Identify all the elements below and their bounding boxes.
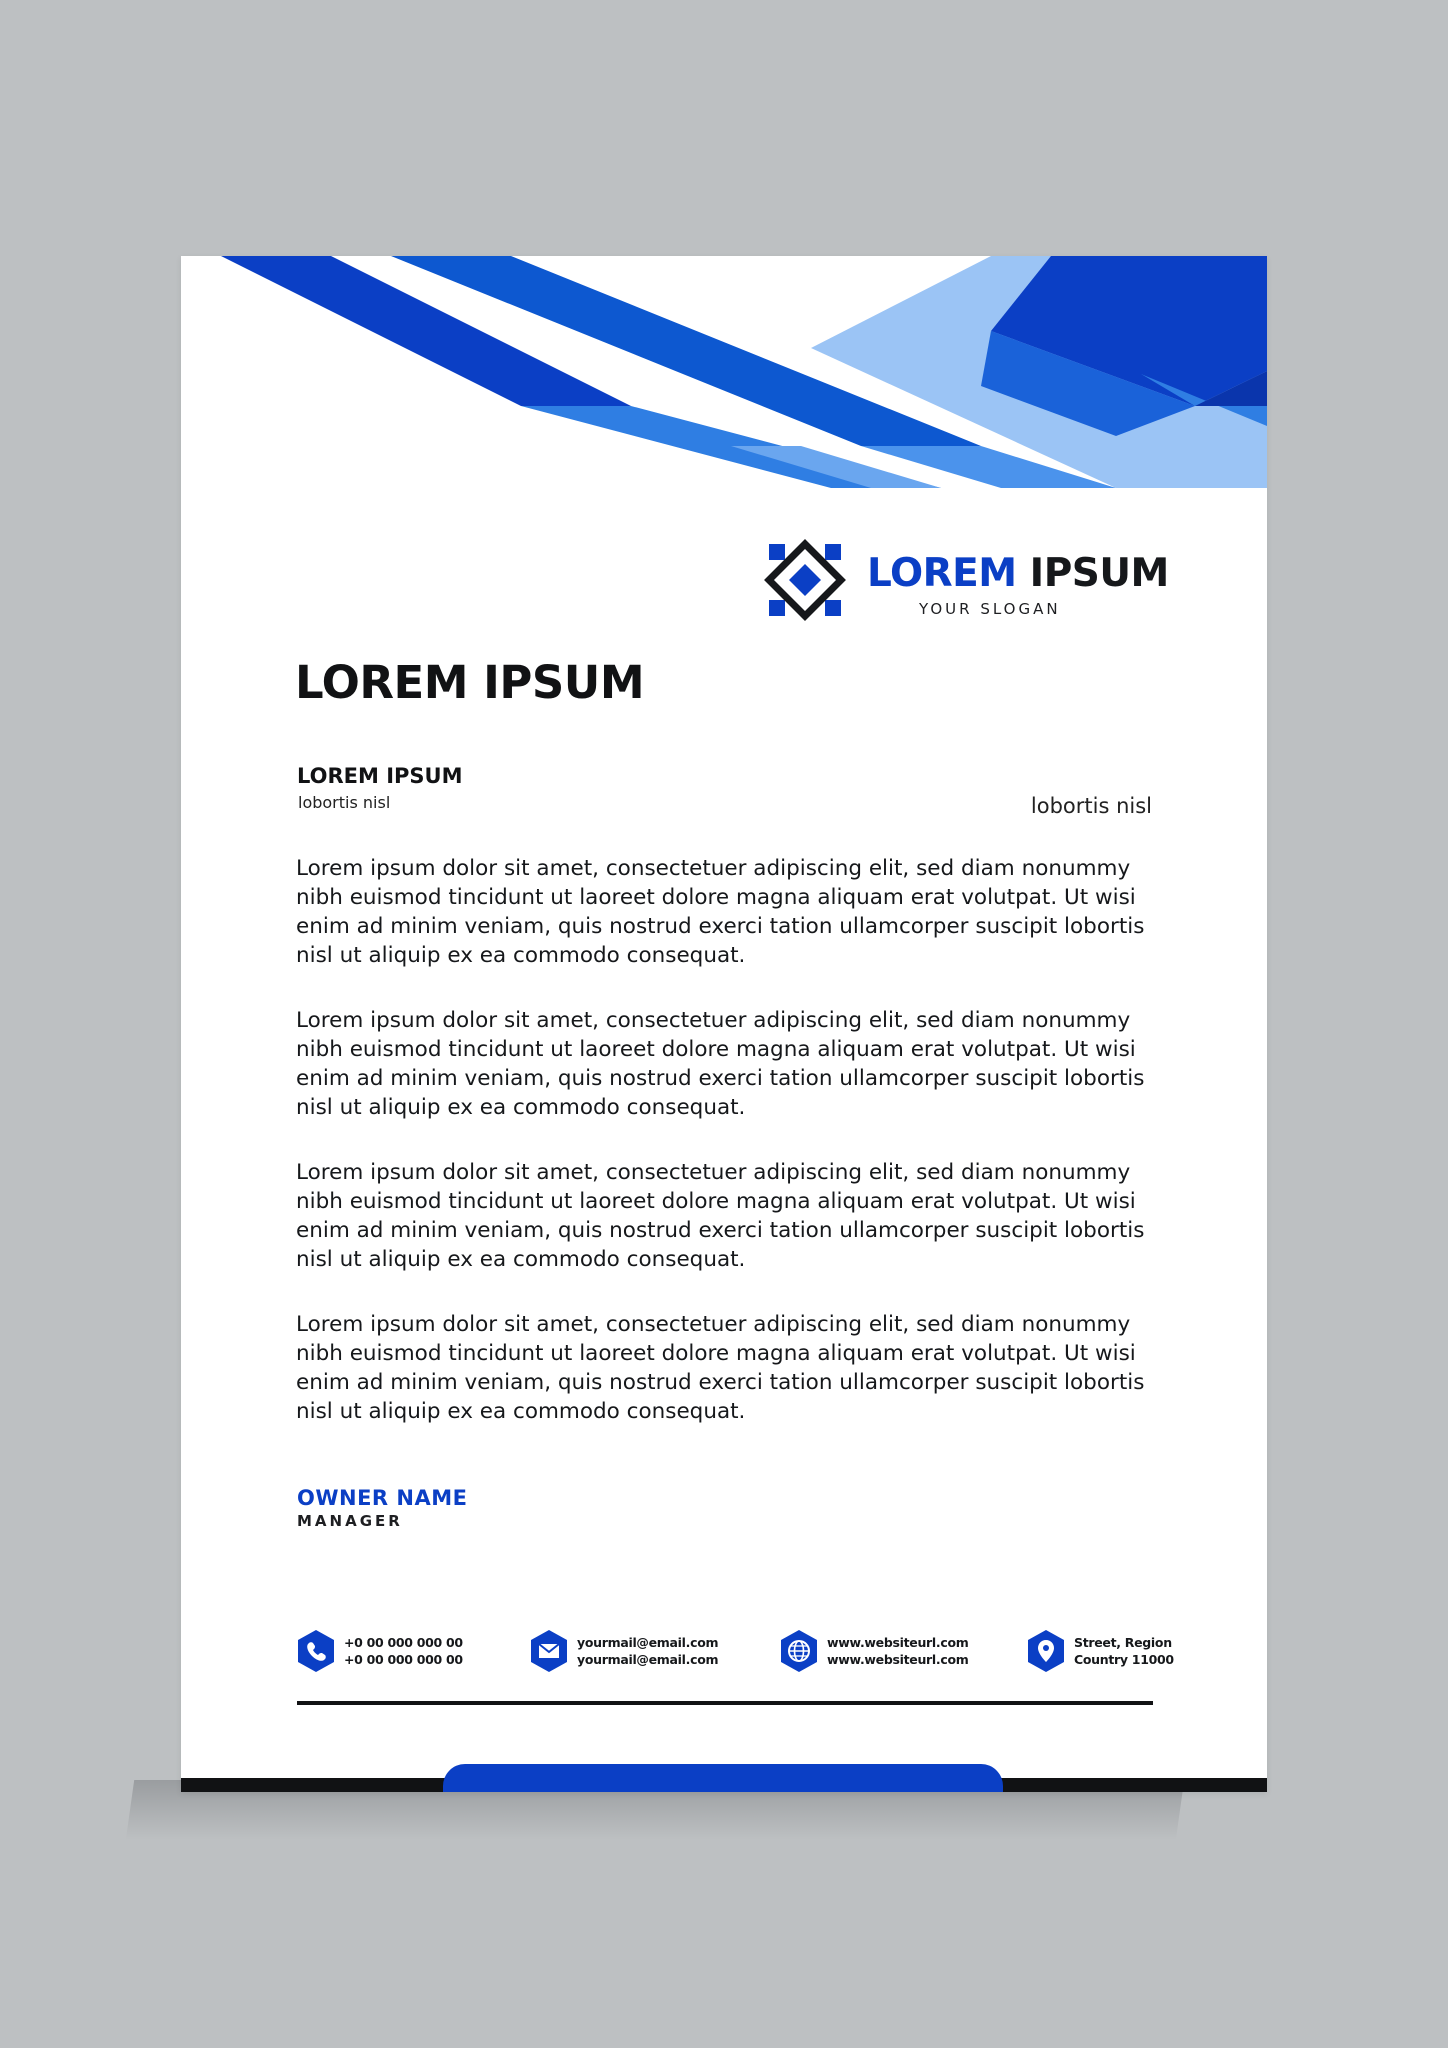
envelope-icon [529, 1629, 569, 1673]
body-paragraph: Lorem ipsum dolor sit amet, consectetuer adipiscing elit, sed diam nonummy nibh euismod tincidunt ut laoreet dolore magna aliquam erat volutpat. Ut wisi enim ad minim veniam, quis nostrud exerci tation ullamcorper suscipit lobortis nisl ut aliquip ex ea commodo consequat. [296, 1312, 1145, 1424]
logo-name-part2: IPSUM [1016, 551, 1169, 596]
phone-line-2: +0 00 000 000 00 [344, 1652, 463, 1667]
phone-icon [296, 1629, 336, 1673]
header-decoration [181, 256, 1267, 496]
address-line-2: Country 11000 [1074, 1652, 1174, 1667]
logo-slogan: YOUR SLOGAN [919, 600, 1061, 618]
body-paragraph: Lorem ipsum dolor sit amet, consectetuer adipiscing elit, sed diam nonummy nibh euismod tincidunt ut laoreet dolore magna aliquam erat volutpat. Ut wisi enim ad minim veniam, quis nostrud exerci tation ullamcorper suscipit lobortis nisl ut aliquip ex ea commodo consequat. [296, 1160, 1145, 1272]
letterhead-page [181, 256, 1267, 1792]
location-pin-icon [1026, 1629, 1066, 1673]
owner-role: MANAGER [297, 1512, 403, 1530]
recipient-name: LOREM IPSUM [297, 764, 463, 788]
letter-body [296, 854, 1156, 1462]
email-line-1[interactable]: yourmail@email.com [577, 1635, 719, 1650]
date-text: lobortis nisl [1030, 794, 1152, 818]
website-line-2[interactable]: www.websiteurl.com [827, 1652, 969, 1667]
contact-bar [296, 1626, 1174, 1676]
website-line-1[interactable]: www.websiteurl.com [827, 1635, 969, 1650]
address-line-1: Street, Region [1074, 1635, 1172, 1650]
body-paragraph: Lorem ipsum dolor sit amet, consectetuer adipiscing elit, sed diam nonummy nibh euismod tincidunt ut laoreet dolore magna aliquam erat volutpat. Ut wisi enim ad minim veniam, quis nostrud exerci tation ullamcorper suscipit lobortis nisl ut aliquip ex ea commodo consequat. [296, 1008, 1145, 1120]
logo-wordmark [867, 551, 1169, 596]
phone-line-1: +0 00 000 000 00 [344, 1635, 463, 1650]
company-logo [763, 538, 1169, 628]
body-paragraph: Lorem ipsum dolor sit amet, consectetuer adipiscing elit, sed diam nonummy nibh euismod tincidunt ut laoreet dolore magna aliquam erat volutpat. Ut wisi enim ad minim veniam, quis nostrud exerci tation ullamcorper suscipit lobortis nisl ut aliquip ex ea commodo consequat. [296, 856, 1145, 968]
email-line-2[interactable]: yourmail@email.com [577, 1652, 719, 1667]
bottom-accent-tab [443, 1764, 1003, 1792]
recipient-subtitle: lobortis nisl [298, 793, 391, 812]
document-title: LOREM IPSUM [295, 656, 645, 709]
globe-icon [779, 1629, 819, 1673]
diamond-logo-icon [763, 538, 847, 622]
owner-name: OWNER NAME [297, 1486, 468, 1510]
footer-divider [297, 1701, 1153, 1705]
logo-name-part1: LOREM [867, 551, 1017, 596]
